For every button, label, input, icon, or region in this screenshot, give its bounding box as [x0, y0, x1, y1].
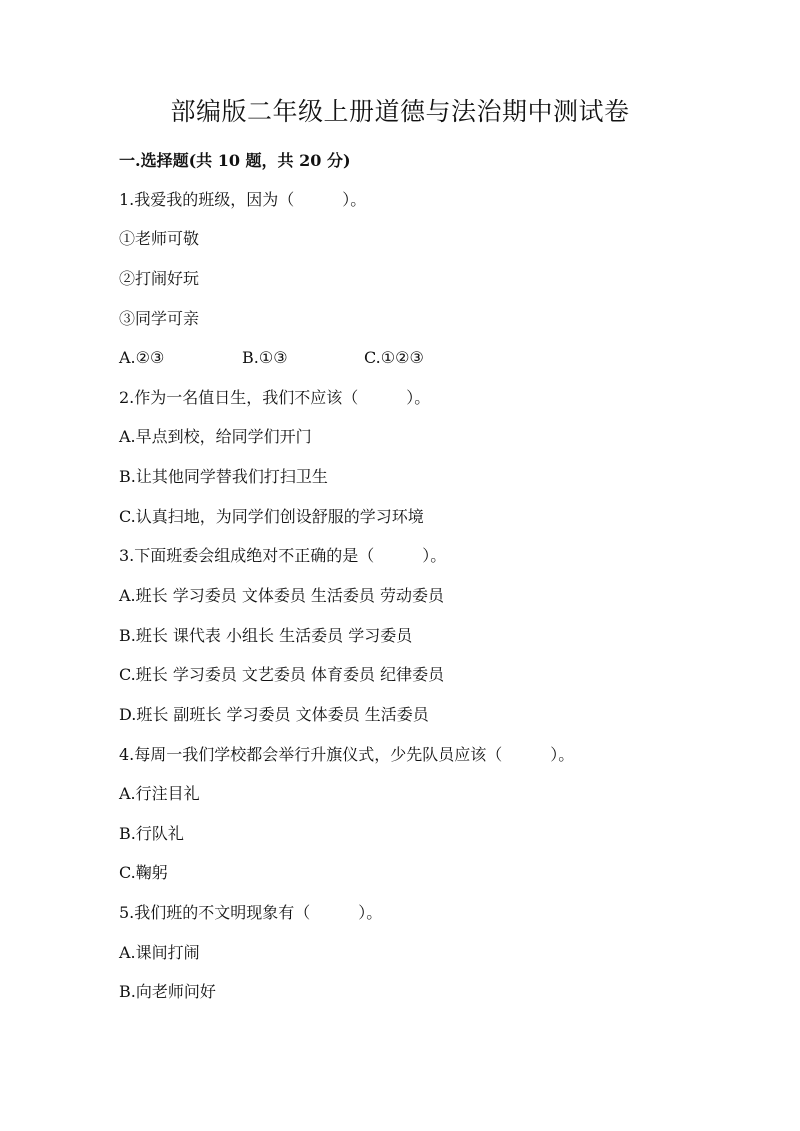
question-4-option-a: A.行注目礼	[119, 784, 200, 803]
question-3-option-a: A.班长 学习委员 文体委员 生活委员 劳动委员	[119, 586, 444, 605]
question-3-option-d: D.班长 副班长 学习委员 文体委员 生活委员	[119, 705, 429, 724]
question-2-option-b: B.让其他同学替我们打扫卫生	[119, 467, 328, 486]
question-1-item-1: ①老师可敬	[119, 229, 200, 248]
question-2-option-c: C.认真扫地，为同学们创设舒服的学习环境	[119, 507, 424, 526]
question-1-option-a: A.②③	[119, 348, 165, 367]
question-2-stem: 2.作为一名值日生，我们不应该（ ）。	[119, 388, 431, 407]
question-1-option-b: B.①③	[242, 348, 288, 367]
question-2-option-a: A.早点到校，给同学们开门	[119, 427, 312, 446]
question-3-option-c: C.班长 学习委员 文艺委员 体育委员 纪律委员	[119, 665, 445, 684]
question-1-stem: 1.我爱我的班级，因为（ ）。	[119, 190, 367, 209]
question-3-stem: 3.下面班委会组成绝对不正确的是（ ）。	[119, 546, 447, 565]
question-5-option-a: A.课间打闹	[119, 943, 200, 962]
question-1-item-3: ③同学可亲	[119, 309, 200, 328]
question-1-item-2: ②打闹好玩	[119, 269, 200, 288]
question-5-stem: 5.我们班的不文明现象有（ ）。	[119, 903, 383, 922]
question-5-option-b: B.向老师问好	[119, 982, 216, 1001]
page-title: 部编版二年级上册道德与法治期中测试卷	[170, 97, 630, 126]
question-4-stem: 4.每周一我们学校都会举行升旗仪式，少先队员应该（ ）。	[119, 745, 575, 764]
question-4-option-c: C.鞠躬	[119, 863, 168, 882]
question-3-option-b: B.班长 课代表 小组长 生活委员 学习委员	[119, 626, 413, 645]
question-4-option-b: B.行队礼	[119, 824, 184, 843]
section-title: 一.选择题(共 10 题，共 20 分)	[119, 151, 351, 170]
question-1-option-c: C.①②③	[364, 348, 424, 367]
